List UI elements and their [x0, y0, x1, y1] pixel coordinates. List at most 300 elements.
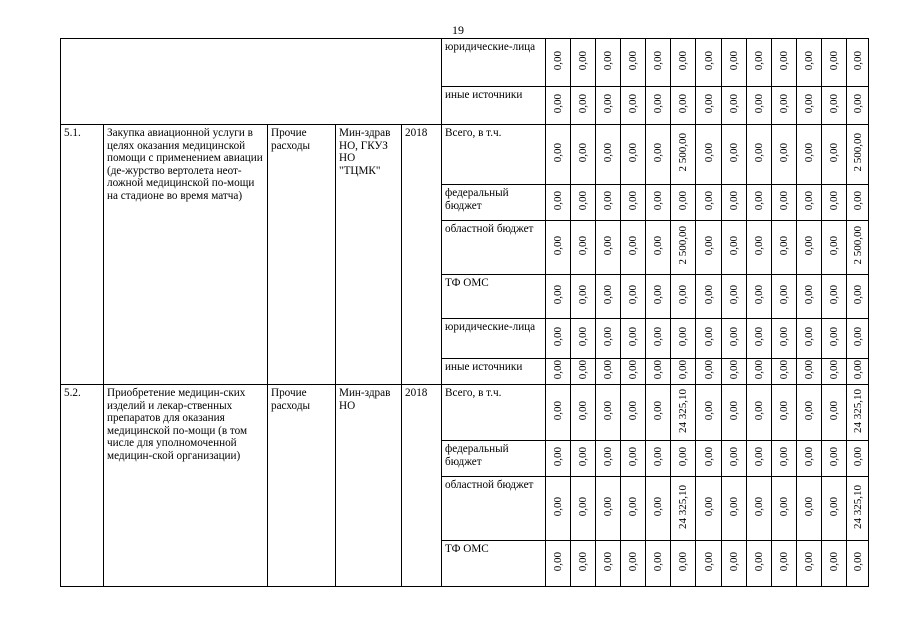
- funding-source: областной бюджет: [442, 477, 546, 541]
- value-cell: [571, 319, 596, 359]
- value-text: 0,00: [702, 94, 715, 114]
- value-cell: [596, 275, 621, 319]
- item-name: Приобретение медицин-ских изделий и лекар-ственных препаратов для оказания медицинской по-мощи (в том числе для уполномоченной медицин-ской организации): [104, 385, 268, 587]
- value-text: 0,00: [728, 552, 741, 572]
- value-cell: [671, 319, 696, 359]
- value-cell: [822, 441, 847, 477]
- value-text: 24 325,10: [851, 388, 864, 433]
- value-text: 0,00: [702, 236, 715, 256]
- value-text: 0,00: [778, 552, 791, 572]
- value-cell: [747, 185, 772, 221]
- value-cell: [696, 125, 722, 185]
- value-cell: [822, 125, 847, 185]
- value-text: 2 500,00: [851, 133, 864, 172]
- value-text: 0,00: [552, 236, 565, 256]
- value-text: 0,00: [778, 360, 791, 380]
- continuation-merged-cell: [61, 39, 442, 125]
- year: 2018: [402, 385, 442, 587]
- value-text: 0,00: [828, 447, 841, 467]
- value-cell: [747, 477, 772, 541]
- value-text: 0,00: [677, 552, 690, 572]
- value-cell: [722, 319, 747, 359]
- funding-source: юридические-лица: [442, 319, 546, 359]
- value-text: 0,00: [728, 327, 741, 347]
- value-cell: [722, 87, 747, 125]
- value-cell: [847, 359, 869, 385]
- value-cell: [847, 39, 869, 87]
- value-cell: [646, 87, 671, 125]
- value-text: 0,00: [627, 51, 640, 71]
- value-text: 24 325,10: [851, 484, 864, 529]
- value-cell: [571, 385, 596, 441]
- value-text: 0,00: [577, 94, 590, 114]
- value-text: 0,00: [602, 191, 615, 211]
- value-text: 0,00: [828, 51, 841, 71]
- value-text: 0,00: [851, 285, 864, 305]
- value-cell: [772, 39, 797, 87]
- value-text: 0,00: [803, 143, 816, 163]
- value-text: 0,00: [652, 191, 665, 211]
- value-cell: [822, 39, 847, 87]
- value-cell: [747, 441, 772, 477]
- value-cell: [571, 441, 596, 477]
- value-text: 0,00: [728, 401, 741, 421]
- item-number: 5.2.: [61, 385, 104, 587]
- value-text: 0,00: [677, 191, 690, 211]
- value-cell: [747, 125, 772, 185]
- value-text: 0,00: [753, 143, 766, 163]
- value-cell: [822, 319, 847, 359]
- value-text: 0,00: [602, 401, 615, 421]
- value-text: 0,00: [828, 94, 841, 114]
- value-text: 0,00: [627, 285, 640, 305]
- value-cell: [621, 477, 646, 541]
- value-cell: [646, 319, 671, 359]
- value-text: 0,00: [778, 285, 791, 305]
- value-cell: [847, 125, 869, 185]
- value-text: 2 500,00: [677, 133, 690, 172]
- value-text: 0,00: [652, 401, 665, 421]
- value-cell: [696, 441, 722, 477]
- value-text: 0,00: [702, 360, 715, 380]
- value-cell: [747, 221, 772, 275]
- value-text: 0,00: [753, 285, 766, 305]
- value-text: 0,00: [828, 497, 841, 517]
- value-cell: [722, 441, 747, 477]
- funding-source: областной бюджет: [442, 221, 546, 275]
- value-cell: [671, 385, 696, 441]
- value-text: 0,00: [702, 327, 715, 347]
- value-cell: [696, 221, 722, 275]
- value-text: 0,00: [753, 191, 766, 211]
- value-cell: [646, 275, 671, 319]
- value-text: 0,00: [753, 327, 766, 347]
- value-cell: [772, 441, 797, 477]
- value-cell: [797, 477, 822, 541]
- value-text: 0,00: [577, 143, 590, 163]
- value-text: 0,00: [851, 191, 864, 211]
- value-cell: [722, 185, 747, 221]
- value-cell: [696, 185, 722, 221]
- value-text: 0,00: [552, 327, 565, 347]
- value-cell: [772, 541, 797, 587]
- value-text: 0,00: [778, 401, 791, 421]
- value-text: 0,00: [552, 360, 565, 380]
- value-cell: [596, 541, 621, 587]
- value-cell: [822, 221, 847, 275]
- value-text: 0,00: [577, 497, 590, 517]
- value-text: 0,00: [602, 51, 615, 71]
- value-text: 0,00: [677, 285, 690, 305]
- budget-table: [60, 38, 869, 587]
- value-text: 0,00: [702, 401, 715, 421]
- value-cell: [722, 125, 747, 185]
- item-number: 5.1.: [61, 125, 104, 385]
- value-text: 0,00: [851, 327, 864, 347]
- funding-source: Всего, в т.ч.: [442, 125, 546, 185]
- value-cell: [571, 39, 596, 87]
- value-cell: [671, 125, 696, 185]
- value-cell: [847, 385, 869, 441]
- value-cell: [671, 477, 696, 541]
- value-cell: [546, 221, 571, 275]
- value-text: 0,00: [577, 447, 590, 467]
- value-cell: [671, 39, 696, 87]
- value-text: 0,00: [552, 143, 565, 163]
- value-text: 0,00: [803, 447, 816, 467]
- value-cell: [797, 185, 822, 221]
- value-cell: [696, 477, 722, 541]
- value-text: 0,00: [652, 552, 665, 572]
- value-text: 0,00: [828, 401, 841, 421]
- value-cell: [671, 221, 696, 275]
- value-cell: [596, 441, 621, 477]
- value-text: 0,00: [803, 401, 816, 421]
- value-cell: [671, 87, 696, 125]
- value-cell: [621, 125, 646, 185]
- value-cell: [671, 441, 696, 477]
- value-text: 0,00: [602, 143, 615, 163]
- value-text: 0,00: [627, 401, 640, 421]
- value-text: 0,00: [778, 497, 791, 517]
- value-cell: [797, 541, 822, 587]
- value-cell: [847, 541, 869, 587]
- value-cell: [747, 275, 772, 319]
- value-text: 0,00: [803, 285, 816, 305]
- value-text: 0,00: [577, 51, 590, 71]
- value-cell: [671, 359, 696, 385]
- value-cell: [546, 477, 571, 541]
- value-cell: [722, 221, 747, 275]
- value-text: 0,00: [602, 327, 615, 347]
- value-text: 0,00: [652, 497, 665, 517]
- value-text: 0,00: [552, 401, 565, 421]
- value-text: 0,00: [851, 94, 864, 114]
- value-text: 0,00: [627, 191, 640, 211]
- value-cell: [772, 221, 797, 275]
- value-text: 0,00: [803, 327, 816, 347]
- value-cell: [596, 385, 621, 441]
- value-text: 0,00: [828, 327, 841, 347]
- value-cell: [596, 359, 621, 385]
- value-cell: [822, 541, 847, 587]
- value-text: 0,00: [677, 94, 690, 114]
- value-cell: [546, 385, 571, 441]
- value-cell: [621, 185, 646, 221]
- value-cell: [546, 125, 571, 185]
- value-cell: [772, 385, 797, 441]
- value-cell: [571, 125, 596, 185]
- value-text: 2 500,00: [677, 226, 690, 265]
- value-text: 0,00: [577, 327, 590, 347]
- funding-source: ТФ ОМС: [442, 275, 546, 319]
- value-cell: [747, 385, 772, 441]
- value-cell: [571, 541, 596, 587]
- value-cell: [797, 125, 822, 185]
- value-text: 0,00: [627, 497, 640, 517]
- value-cell: [797, 319, 822, 359]
- value-cell: [621, 39, 646, 87]
- value-text: 0,00: [803, 236, 816, 256]
- value-cell: [646, 441, 671, 477]
- value-cell: [646, 359, 671, 385]
- value-text: 0,00: [803, 552, 816, 572]
- value-text: 0,00: [753, 94, 766, 114]
- expense-type: Прочие расходы: [268, 125, 336, 385]
- value-cell: [571, 359, 596, 385]
- value-cell: [747, 319, 772, 359]
- value-text: 0,00: [677, 51, 690, 71]
- value-text: 0,00: [652, 94, 665, 114]
- value-text: 0,00: [552, 447, 565, 467]
- value-text: 0,00: [602, 285, 615, 305]
- value-text: 0,00: [728, 497, 741, 517]
- value-cell: [696, 39, 722, 87]
- value-cell: [571, 275, 596, 319]
- value-cell: [772, 275, 797, 319]
- funding-source: юридические-лица: [442, 39, 546, 87]
- value-text: 0,00: [778, 51, 791, 71]
- value-text: 0,00: [602, 236, 615, 256]
- value-text: 0,00: [778, 447, 791, 467]
- value-text: 0,00: [728, 143, 741, 163]
- value-text: 0,00: [828, 552, 841, 572]
- table-row: [61, 385, 869, 441]
- value-cell: [696, 541, 722, 587]
- value-text: 24 325,10: [677, 484, 690, 529]
- value-text: 0,00: [778, 236, 791, 256]
- value-text: 0,00: [552, 552, 565, 572]
- value-cell: [797, 87, 822, 125]
- year: 2018: [402, 125, 442, 385]
- value-text: 0,00: [753, 447, 766, 467]
- table-row: [61, 39, 869, 87]
- value-text: 0,00: [577, 401, 590, 421]
- value-cell: [671, 185, 696, 221]
- value-text: 0,00: [728, 236, 741, 256]
- value-text: 0,00: [828, 236, 841, 256]
- value-cell: [646, 39, 671, 87]
- value-text: 0,00: [577, 360, 590, 380]
- value-cell: [621, 87, 646, 125]
- value-text: 0,00: [552, 497, 565, 517]
- value-text: 0,00: [627, 143, 640, 163]
- value-cell: [646, 385, 671, 441]
- value-text: 0,00: [803, 360, 816, 380]
- value-cell: [571, 87, 596, 125]
- value-text: 0,00: [803, 51, 816, 71]
- value-cell: [747, 359, 772, 385]
- value-text: 2 500,00: [851, 226, 864, 265]
- value-cell: [847, 319, 869, 359]
- value-text: 0,00: [753, 401, 766, 421]
- value-cell: [772, 185, 797, 221]
- value-text: 0,00: [851, 447, 864, 467]
- value-cell: [847, 87, 869, 125]
- value-cell: [596, 477, 621, 541]
- value-cell: [571, 477, 596, 541]
- value-cell: [696, 87, 722, 125]
- value-cell: [621, 385, 646, 441]
- value-text: 0,00: [552, 94, 565, 114]
- value-cell: [797, 275, 822, 319]
- value-cell: [546, 39, 571, 87]
- table-row: [61, 125, 869, 185]
- value-text: 0,00: [702, 51, 715, 71]
- value-text: 0,00: [702, 285, 715, 305]
- value-cell: [822, 185, 847, 221]
- value-text: 0,00: [851, 51, 864, 71]
- value-cell: [571, 185, 596, 221]
- value-text: 0,00: [652, 447, 665, 467]
- value-cell: [571, 221, 596, 275]
- value-text: 24 325,10: [677, 388, 690, 433]
- value-text: 0,00: [828, 285, 841, 305]
- value-text: 0,00: [652, 51, 665, 71]
- value-text: 0,00: [828, 191, 841, 211]
- value-cell: [696, 275, 722, 319]
- value-text: 0,00: [677, 447, 690, 467]
- value-text: 0,00: [627, 447, 640, 467]
- value-cell: [847, 221, 869, 275]
- value-text: 0,00: [602, 94, 615, 114]
- value-cell: [546, 541, 571, 587]
- value-text: 0,00: [577, 236, 590, 256]
- value-text: 0,00: [652, 285, 665, 305]
- value-text: 0,00: [652, 143, 665, 163]
- value-text: 0,00: [851, 552, 864, 572]
- value-text: 0,00: [753, 360, 766, 380]
- value-cell: [847, 477, 869, 541]
- executor: Мин-здрав НО: [336, 385, 402, 587]
- value-cell: [621, 319, 646, 359]
- value-cell: [847, 275, 869, 319]
- value-text: 0,00: [728, 51, 741, 71]
- value-cell: [596, 39, 621, 87]
- value-text: 0,00: [851, 360, 864, 380]
- value-text: 0,00: [652, 327, 665, 347]
- value-cell: [596, 319, 621, 359]
- value-cell: [546, 87, 571, 125]
- value-cell: [747, 541, 772, 587]
- value-text: 0,00: [728, 94, 741, 114]
- value-cell: [797, 39, 822, 87]
- value-cell: [646, 185, 671, 221]
- value-cell: [772, 125, 797, 185]
- value-cell: [646, 541, 671, 587]
- value-cell: [546, 441, 571, 477]
- value-cell: [621, 221, 646, 275]
- value-text: 0,00: [778, 94, 791, 114]
- value-cell: [772, 319, 797, 359]
- value-text: 0,00: [803, 191, 816, 211]
- funding-source: федеральный бюджет: [442, 441, 546, 477]
- value-text: 0,00: [627, 552, 640, 572]
- value-cell: [722, 359, 747, 385]
- value-cell: [671, 541, 696, 587]
- value-text: 0,00: [753, 497, 766, 517]
- value-cell: [797, 359, 822, 385]
- value-cell: [772, 477, 797, 541]
- value-text: 0,00: [627, 236, 640, 256]
- value-cell: [596, 185, 621, 221]
- expense-type: Прочие расходы: [268, 385, 336, 587]
- value-text: 0,00: [778, 327, 791, 347]
- value-text: 0,00: [803, 497, 816, 517]
- executor: Мин-здрав НО, ГКУЗ НО "ТЦМК": [336, 125, 402, 385]
- value-text: 0,00: [803, 94, 816, 114]
- funding-source: иные источники: [442, 359, 546, 385]
- value-cell: [722, 385, 747, 441]
- value-text: 0,00: [828, 360, 841, 380]
- value-cell: [847, 185, 869, 221]
- value-text: 0,00: [702, 552, 715, 572]
- value-cell: [822, 275, 847, 319]
- value-cell: [646, 221, 671, 275]
- value-text: 0,00: [702, 191, 715, 211]
- value-text: 0,00: [728, 447, 741, 467]
- value-text: 0,00: [577, 191, 590, 211]
- value-cell: [847, 441, 869, 477]
- value-text: 0,00: [627, 327, 640, 347]
- value-cell: [596, 221, 621, 275]
- value-text: 0,00: [677, 327, 690, 347]
- value-text: 0,00: [828, 143, 841, 163]
- value-text: 0,00: [602, 497, 615, 517]
- value-text: 0,00: [602, 552, 615, 572]
- value-cell: [722, 39, 747, 87]
- value-text: 0,00: [602, 447, 615, 467]
- value-text: 0,00: [778, 143, 791, 163]
- value-text: 0,00: [702, 497, 715, 517]
- value-text: 0,00: [627, 360, 640, 380]
- value-text: 0,00: [552, 285, 565, 305]
- value-cell: [546, 185, 571, 221]
- value-cell: [797, 221, 822, 275]
- value-cell: [822, 359, 847, 385]
- value-text: 0,00: [552, 51, 565, 71]
- value-cell: [797, 385, 822, 441]
- value-cell: [797, 441, 822, 477]
- funding-source: федеральный бюджет: [442, 185, 546, 221]
- value-text: 0,00: [728, 285, 741, 305]
- value-text: 0,00: [627, 94, 640, 114]
- value-cell: [722, 275, 747, 319]
- value-cell: [722, 541, 747, 587]
- value-cell: [621, 359, 646, 385]
- value-cell: [621, 275, 646, 319]
- value-cell: [696, 319, 722, 359]
